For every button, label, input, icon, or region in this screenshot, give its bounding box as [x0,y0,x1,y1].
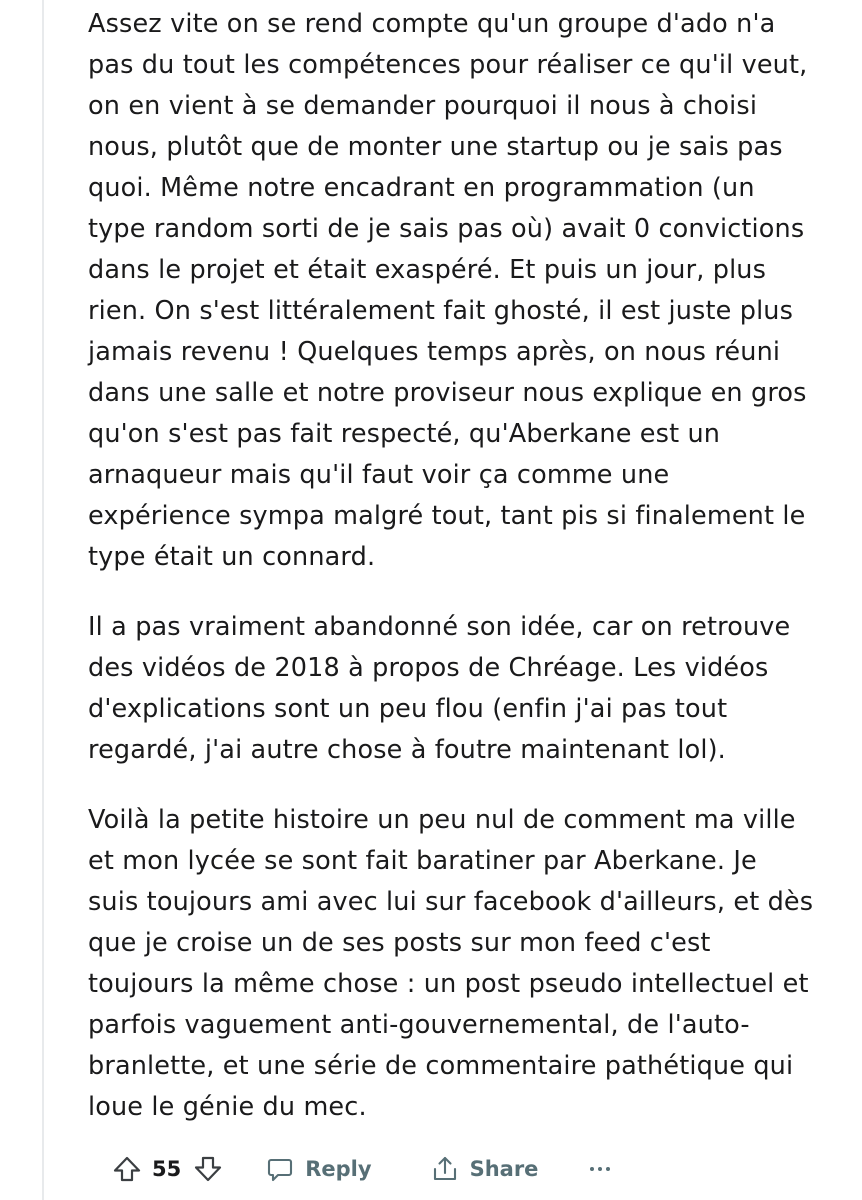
more-options-button[interactable] [588,1167,612,1171]
comment-line: jamais revenu ! Quelques temps après, on nous réuni [88,337,781,367]
share-button[interactable] [430,1154,539,1184]
comment-line: suis toujours ami avec lui sur facebook d'ailleurs, et dès [88,887,814,917]
upvote-icon[interactable] [112,1154,142,1184]
comment-line: rien. On s'est littéralement fait ghosté, il est juste plus [88,296,794,326]
comment-line: dans une salle et notre proviseur nous explique en gros [88,378,807,408]
thread-line[interactable] [42,0,44,1200]
comment-line: toujours la même chose : un post pseudo intellectuel et [88,969,809,999]
comment-line: regardé, j'ai autre chose à foutre maintenant lol). [88,735,726,765]
comment-line: qu'on s'est pas fait respecté, qu'Aberkane est un [88,419,721,449]
comment-line: pas du tout les compétences pour réaliser ce qu'il veut, [88,50,808,80]
comment-paragraph-2 [88,607,844,771]
comment-body [88,4,844,1157]
comment-line: Il a pas vraiment abandonné son idée, car on retrouve [88,612,791,642]
share-icon [430,1154,470,1184]
more-icon [588,1167,612,1171]
comment-line: d'explications sont un peu flou (enfin j'ai pas tout [88,694,728,724]
comment-line: des vidéos de 2018 à propos de Chréage. Les vidéos [88,653,769,683]
comment-line: parfois vaguement anti-gouvernemental, de l'auto- [88,1010,750,1040]
comment-line: nous, plutôt que de monter une startup ou je sais pas [88,132,783,162]
comment-paragraph-3 [88,800,844,1128]
comment-line: Voilà la petite histoire un peu nul de comment ma ville [88,805,796,835]
share-label: Share [469,1157,539,1181]
reply-button[interactable] [265,1154,371,1184]
comment-action-bar [112,1148,612,1190]
comment-line: arnaqueur mais qu'il faut voir ça comme une [88,460,670,490]
comment-line: type random sorti de je sais pas où) avait 0 convictions [88,214,805,244]
comment-line: Assez vite on se rend compte qu'un groupe d'ado n'a [88,9,776,39]
comment-line: expérience sympa malgré tout, tant pis si finalement le [88,501,806,531]
comment-paragraph-1 [88,4,844,578]
comment-line: quoi. Même notre encadrant en programmation (un [88,173,755,203]
downvote-icon[interactable] [193,1154,223,1184]
comment-line: on en vient à se demander pourquoi il nous à choisi [88,91,758,121]
vote-count: 55 [152,1157,182,1181]
reply-label: Reply [305,1157,372,1181]
comment-line: et mon lycée se sont fait baratiner par Aberkane. Je [88,846,757,876]
reply-icon [265,1154,305,1184]
comment-line: branlette, et une série de commentaire pathétique qui [88,1051,794,1081]
comment-line: type était un connard. [88,542,376,572]
comment-line: loue le génie du mec. [88,1092,367,1122]
comment-line: que je croise un de ses posts sur mon feed c'est [88,928,711,958]
comment-line: dans le projet et était exaspéré. Et puis un jour, plus [88,255,767,285]
